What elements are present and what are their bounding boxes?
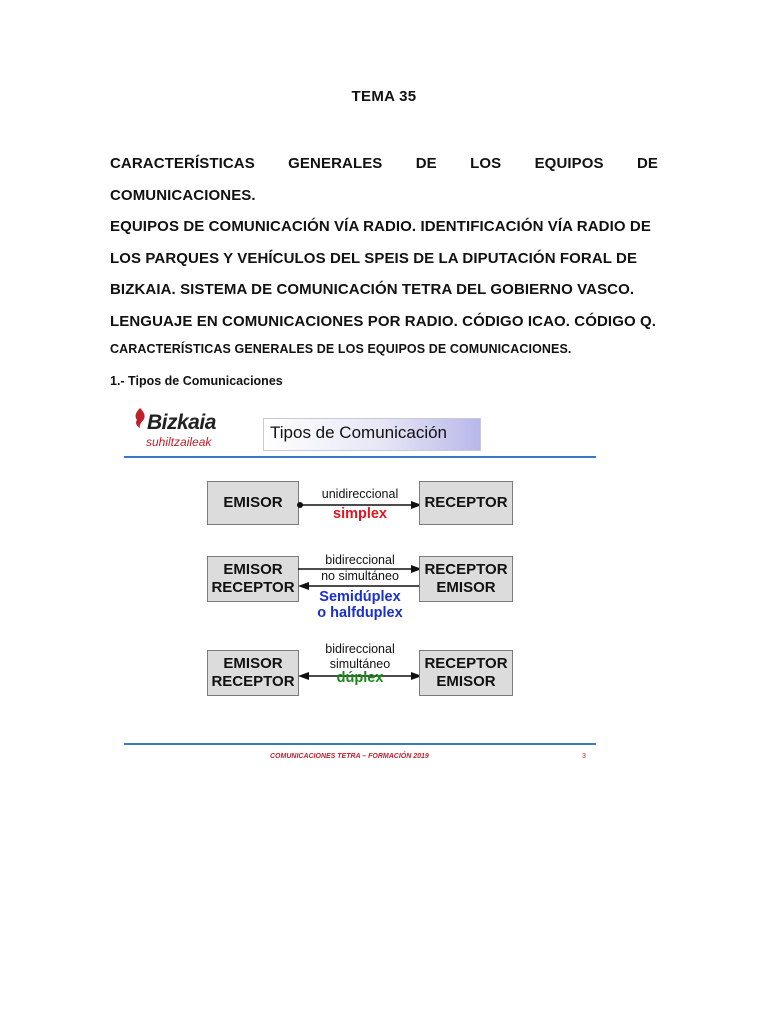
document-title: TEMA 35 — [351, 88, 417, 105]
logo-subtitle: suhiltzaileak — [146, 435, 212, 449]
box-label: RECEPTOR — [211, 579, 295, 596]
slide-image — [120, 402, 600, 772]
box-label: EMISOR — [436, 673, 496, 690]
direction-label: unidireccional — [321, 487, 399, 501]
simplex-label: simplex — [333, 506, 387, 522]
heading-line: LENGUAJE EN COMUNICACIONES POR RADIO. CÓDIGO ICAO. CÓDIGO Q. — [110, 312, 657, 330]
bizkaia-logo-icon — [134, 408, 146, 428]
heading-line: LOS PARQUES Y VEHÍCULOS DEL SPEIS DE LA DIPUTACIÓN FORAL DE — [110, 249, 638, 267]
direction-label: bidireccional — [325, 642, 395, 656]
receptor-emisor-box — [419, 556, 513, 602]
slide-top-rule — [124, 456, 596, 458]
heading-line: BIZKAIA. SISTEMA DE COMUNICACIÓN TETRA DEL GOBIERNO VASCO. — [110, 281, 635, 298]
logo-name: Bizkaia — [147, 411, 216, 434]
slide-bottom-rule — [124, 743, 596, 745]
box-label: EMISOR — [223, 561, 283, 578]
box-label: EMISOR — [223, 655, 283, 672]
semiduplex-label — [300, 589, 420, 621]
receptor-emisor-box — [419, 650, 513, 696]
receptor-box — [419, 481, 513, 525]
section-heading: CARACTERÍSTICAS GENERALES DE LOS EQUIPOS DE COMUNICACIONES. — [110, 342, 572, 356]
direction-label: simultáneo — [329, 657, 391, 671]
direction-label: bidireccional — [325, 553, 395, 567]
emisor-receptor-box — [207, 556, 299, 602]
heading-line: EQUIPOS DE COMUNICACIÓN VÍA RADIO. IDENTIFICACIÓN VÍA RADIO DE — [110, 218, 651, 235]
mode-line: Semidúplex — [319, 589, 401, 605]
box-label: EMISOR — [223, 494, 283, 511]
subsection-heading: 1.- Tipos de Comunicaciones — [110, 374, 283, 388]
slide-page-number: 3 — [582, 753, 586, 760]
box-label: RECEPTOR — [424, 561, 508, 578]
heading-line: CARACTERÍSTICAS GENERALES DE LOS EQUIPOS DE COMUNICACIONES. — [110, 155, 658, 204]
slide-title: Tipos de Comunicación — [263, 418, 481, 451]
box-label: RECEPTOR — [424, 655, 508, 672]
box-label: RECEPTOR — [211, 673, 295, 690]
emisor-receptor-box — [207, 650, 299, 696]
emisor-box — [207, 481, 299, 525]
box-label: RECEPTOR — [424, 494, 508, 511]
mode-line: o halfduplex — [317, 605, 403, 621]
document-heading — [110, 148, 658, 337]
slide-footer: COMUNICACIONES TETRA – FORMACIÓN 2019 — [270, 753, 429, 760]
box-label: EMISOR — [436, 579, 496, 596]
duplex-label: dúplex — [336, 670, 384, 686]
direction-label: no simultáneo — [321, 569, 399, 583]
